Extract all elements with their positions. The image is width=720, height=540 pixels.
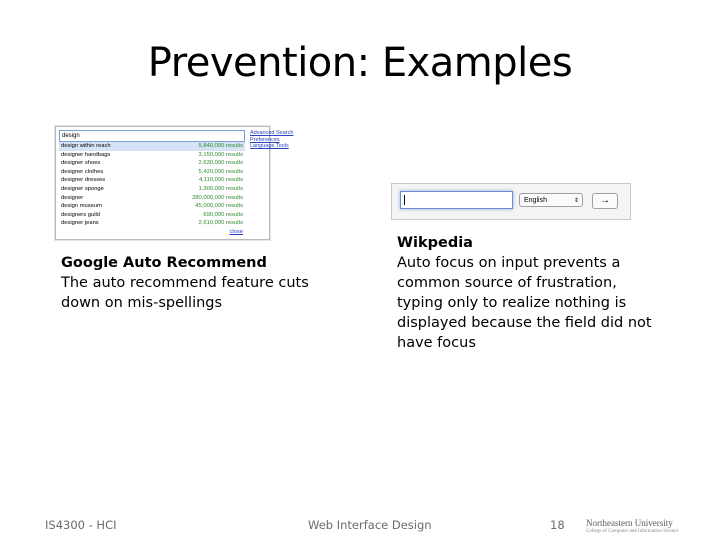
google-caption-text: The auto recommend feature cuts down on mis-spellings bbox=[61, 275, 309, 311]
footer-title: Web Interface Design bbox=[308, 518, 432, 532]
suggestion-term: designer bbox=[61, 194, 84, 201]
suggestion-row[interactable] bbox=[59, 185, 245, 194]
suggestion-count: 690,000 results bbox=[203, 211, 243, 218]
university-logo bbox=[586, 519, 682, 535]
suggestion-row[interactable] bbox=[59, 219, 245, 228]
suggestion-row[interactable] bbox=[59, 194, 245, 203]
suggestion-term: designer sponge bbox=[61, 185, 104, 192]
suggestion-count: 2,630,000 results bbox=[198, 160, 243, 167]
advanced-search-link[interactable]: Advanced Search bbox=[250, 130, 294, 136]
suggestion-row[interactable] bbox=[59, 211, 245, 220]
suggestion-term: design museum bbox=[61, 203, 102, 210]
wikipedia-caption-heading: Wikpedia bbox=[397, 235, 473, 251]
suggestion-count: 45,000,000 results bbox=[195, 203, 243, 210]
language-select-value: English bbox=[524, 197, 547, 204]
select-arrows-icon: ⇕ bbox=[573, 198, 579, 204]
google-side-links bbox=[250, 130, 310, 150]
suggestion-term: designer dresses bbox=[61, 177, 106, 184]
suggestion-term: designer shoes bbox=[61, 160, 101, 167]
google-caption bbox=[61, 253, 331, 313]
page-number: 18 bbox=[550, 518, 565, 532]
suggestion-count: 2,610,000 results bbox=[198, 220, 243, 227]
text-caret bbox=[404, 195, 405, 205]
suggestion-row[interactable] bbox=[59, 142, 245, 151]
google-suggestion-box bbox=[59, 130, 245, 236]
suggestion-row[interactable] bbox=[59, 159, 245, 168]
wikipedia-caption-text: Auto focus on input prevents a common source of frustration, typing only to realize nothing is displayed because the field did not have focus bbox=[397, 255, 652, 351]
footer-course: IS4300 - HCI bbox=[45, 518, 117, 532]
google-autocomplete-screenshot bbox=[55, 126, 294, 240]
language-select[interactable] bbox=[519, 193, 583, 207]
suggestion-term: designers guild bbox=[61, 211, 100, 218]
wikipedia-search-input[interactable] bbox=[400, 191, 513, 209]
logo-line-1: Northeastern University bbox=[586, 518, 673, 528]
suggestion-term: designer handbags bbox=[61, 151, 111, 158]
suggestion-count: 5,420,000 results bbox=[198, 168, 243, 175]
language-tools-link[interactable]: Language Tools bbox=[250, 143, 289, 149]
suggestion-count: 3,150,000 results bbox=[198, 151, 243, 158]
suggestion-count: 1,300,000 results bbox=[198, 185, 243, 192]
go-button[interactable]: → bbox=[592, 193, 618, 209]
logo-line-2: College of Computer and Information Science bbox=[586, 529, 679, 534]
google-caption-heading: Google Auto Recommend bbox=[61, 255, 267, 271]
suggestion-row[interactable] bbox=[59, 176, 245, 185]
slide-title: Prevention: Examples bbox=[147, 40, 573, 86]
suggestion-term: designer clothes bbox=[61, 168, 104, 175]
wikipedia-search-screenshot bbox=[391, 183, 631, 220]
wikipedia-caption bbox=[397, 233, 667, 353]
suggestion-count: 280,000,000 results bbox=[192, 194, 243, 201]
suggestion-count: 4,110,000 results bbox=[198, 177, 243, 184]
google-close-link[interactable]: close bbox=[229, 228, 243, 235]
suggestion-row[interactable] bbox=[59, 202, 245, 211]
suggestion-term: designer jeans bbox=[61, 220, 99, 227]
google-suggestion-list bbox=[59, 142, 245, 228]
google-search-input[interactable]: design bbox=[59, 130, 245, 142]
suggestion-count: 5,840,000 results bbox=[198, 143, 243, 149]
suggestion-row[interactable] bbox=[59, 168, 245, 177]
suggestion-term: design within reach bbox=[61, 143, 111, 149]
preferences-link[interactable]: Preferences bbox=[250, 136, 280, 143]
suggestion-row[interactable] bbox=[59, 151, 245, 160]
